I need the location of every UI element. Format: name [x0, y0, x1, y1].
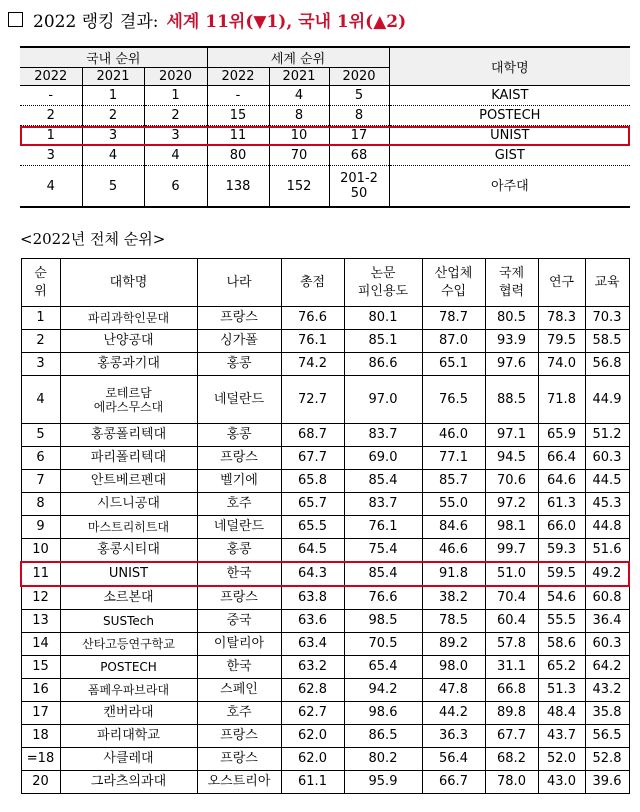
value-cell: 59.5: [538, 562, 585, 586]
heading-text: 2022 랭킹 결과:: [33, 11, 159, 32]
value-cell: 프랑스: [197, 447, 281, 470]
value-cell: 76.1: [281, 330, 344, 353]
value-cell: 88.5: [485, 376, 538, 424]
column-header: 총점: [281, 259, 344, 307]
rank-cell: 8: [329, 106, 389, 126]
value-cell: 76.1: [344, 516, 422, 539]
value-cell: 67.7: [485, 725, 538, 748]
value-cell: 78.0: [485, 771, 538, 794]
value-cell: 69.0: [344, 447, 422, 470]
value-cell: 64.6: [538, 470, 585, 493]
year-header: 2021: [269, 68, 329, 86]
university-cell: 난양공대: [60, 330, 197, 353]
value-cell: 7: [21, 470, 60, 493]
ranking-subtitle: <2022년 전체 순위>: [20, 230, 166, 248]
rank-cell: 70: [269, 146, 329, 166]
value-cell: 68.7: [281, 424, 344, 447]
value-cell: 1: [21, 307, 60, 330]
table-row: [21, 610, 629, 633]
value-cell: 91.8: [422, 562, 485, 586]
rank-cell: 68: [329, 146, 389, 166]
value-cell: 홍콩: [197, 353, 281, 376]
rank-cell: 2: [144, 106, 207, 126]
value-cell: 78.3: [538, 307, 585, 330]
value-cell: 97.6: [485, 353, 538, 376]
column-header: 교육: [585, 259, 629, 307]
rank-cell: -: [207, 86, 269, 106]
university-cell: 파리대학교: [60, 725, 197, 748]
summary-row: [20, 126, 630, 146]
value-cell: 9: [21, 516, 60, 539]
value-cell: 98.5: [344, 610, 422, 633]
value-cell: 호주: [197, 702, 281, 725]
value-cell: 70.5: [344, 633, 422, 656]
value-cell: 35.8: [585, 702, 629, 725]
value-cell: 51.0: [485, 562, 538, 586]
university-cell: 캔버라대: [60, 702, 197, 725]
value-cell: 60.8: [585, 586, 629, 610]
value-cell: 43.0: [538, 771, 585, 794]
value-cell: 65.4: [344, 656, 422, 679]
value-cell: 20: [21, 771, 60, 794]
value-cell: 44.2: [422, 702, 485, 725]
table-row: [21, 679, 629, 702]
value-cell: 89.2: [422, 633, 485, 656]
value-cell: 58.6: [538, 633, 585, 656]
rank-cell: 1: [20, 126, 82, 146]
rank-cell: 80: [207, 146, 269, 166]
value-cell: 11: [21, 562, 60, 586]
value-cell: 벨기에: [197, 470, 281, 493]
value-cell: 프랑스: [197, 748, 281, 771]
rank-cell: 8: [269, 106, 329, 126]
rank-cell: 152: [269, 166, 329, 208]
table-row: [21, 516, 629, 539]
summary-row: [20, 106, 630, 126]
value-cell: 56.8: [585, 353, 629, 376]
university-cell: SUSTech: [60, 610, 197, 633]
value-cell: 75.4: [344, 539, 422, 563]
value-cell: 17: [21, 702, 60, 725]
value-cell: 60.3: [585, 633, 629, 656]
value-cell: 한국: [197, 656, 281, 679]
summary-row: [20, 86, 630, 106]
ranking-table: [20, 258, 630, 794]
value-cell: 84.6: [422, 516, 485, 539]
table-row: [21, 633, 629, 656]
value-cell: 70.6: [485, 470, 538, 493]
university-header: 대학명: [389, 47, 630, 86]
value-cell: 78.7: [422, 307, 485, 330]
rank-cell: 10: [269, 126, 329, 146]
value-cell: 55.5: [538, 610, 585, 633]
value-cell: 싱가폴: [197, 330, 281, 353]
table-row: [21, 424, 629, 447]
rank-cell: 1: [82, 86, 144, 106]
column-header: 논문 피인용도: [344, 259, 422, 307]
table-row: [21, 307, 629, 330]
value-cell: 36.3: [422, 725, 485, 748]
value-cell: 98.6: [344, 702, 422, 725]
value-cell: 49.2: [585, 562, 629, 586]
value-cell: 15: [21, 656, 60, 679]
value-cell: 65.2: [538, 656, 585, 679]
value-cell: 80.5: [485, 307, 538, 330]
value-cell: 65.1: [422, 353, 485, 376]
value-cell: 5: [21, 424, 60, 447]
value-cell: 63.8: [281, 586, 344, 610]
table-row: [21, 447, 629, 470]
value-cell: 68.2: [485, 748, 538, 771]
table-row: [21, 470, 629, 493]
value-cell: 52.0: [538, 748, 585, 771]
university-cell: UNIST: [60, 562, 197, 586]
university-cell: KAIST: [389, 86, 630, 106]
value-cell: 36.4: [585, 610, 629, 633]
value-cell: 94.2: [344, 679, 422, 702]
value-cell: 8: [21, 493, 60, 516]
university-cell: 로테르담 에라스무스대: [60, 376, 197, 424]
rank-cell: 11: [207, 126, 269, 146]
summary-table: [20, 46, 630, 208]
value-cell: 98.0: [422, 656, 485, 679]
value-cell: 83.7: [344, 493, 422, 516]
rank-cell: 1: [144, 86, 207, 106]
value-cell: 65.7: [281, 493, 344, 516]
value-cell: 80.1: [344, 307, 422, 330]
summary-row: [20, 166, 630, 208]
university-cell: 안트베르펜대: [60, 470, 197, 493]
value-cell: 네덜란드: [197, 376, 281, 424]
value-cell: 프랑스: [197, 307, 281, 330]
value-cell: 51.3: [538, 679, 585, 702]
university-cell: 파리폴리텍대: [60, 447, 197, 470]
value-cell: 61.1: [281, 771, 344, 794]
value-cell: 51.6: [585, 539, 629, 563]
value-cell: 66.8: [485, 679, 538, 702]
value-cell: 55.0: [422, 493, 485, 516]
value-cell: 한국: [197, 562, 281, 586]
value-cell: 97.0: [344, 376, 422, 424]
value-cell: 64.2: [585, 656, 629, 679]
rank-cell: 4: [82, 146, 144, 166]
results-heading: [8, 4, 406, 34]
rank-cell: 3: [144, 126, 207, 146]
value-cell: 67.7: [281, 447, 344, 470]
value-cell: 57.8: [485, 633, 538, 656]
value-cell: 66.4: [538, 447, 585, 470]
table-row: [21, 586, 629, 610]
value-cell: 98.1: [485, 516, 538, 539]
table-row: [21, 493, 629, 516]
value-cell: 70.3: [585, 307, 629, 330]
value-cell: 39.6: [585, 771, 629, 794]
university-cell: 폼페우파브라대: [60, 679, 197, 702]
table-row: [21, 353, 629, 376]
value-cell: 66.7: [422, 771, 485, 794]
value-cell: 14: [21, 633, 60, 656]
value-cell: 62.7: [281, 702, 344, 725]
value-cell: 13: [21, 610, 60, 633]
rank-cell: 3: [20, 146, 82, 166]
value-cell: 86.6: [344, 353, 422, 376]
value-cell: 65.8: [281, 470, 344, 493]
value-cell: 74.0: [538, 353, 585, 376]
value-cell: 85.4: [344, 470, 422, 493]
value-cell: 64.3: [281, 562, 344, 586]
value-cell: 62.0: [281, 748, 344, 771]
year-header: 2020: [329, 68, 389, 86]
value-cell: 오스트리아: [197, 771, 281, 794]
value-cell: 62.8: [281, 679, 344, 702]
university-cell: 그라츠의과대: [60, 771, 197, 794]
value-cell: 3: [21, 353, 60, 376]
world-rank-header: 세계 순위: [207, 47, 389, 68]
table-row: [21, 376, 629, 424]
year-header: 2021: [82, 68, 144, 86]
value-cell: 31.1: [485, 656, 538, 679]
value-cell: 이탈리아: [197, 633, 281, 656]
value-cell: 6: [21, 447, 60, 470]
university-cell: 소르본대: [60, 586, 197, 610]
value-cell: 74.2: [281, 353, 344, 376]
rank-cell: 17: [329, 126, 389, 146]
university-cell: GIST: [389, 146, 630, 166]
rank-cell: 2: [20, 106, 82, 126]
university-cell: 파리과학인문대: [60, 307, 197, 330]
value-cell: 43.7: [538, 725, 585, 748]
rank-cell: 15: [207, 106, 269, 126]
value-cell: 85.4: [344, 562, 422, 586]
value-cell: 46.0: [422, 424, 485, 447]
value-cell: 77.1: [422, 447, 485, 470]
table-row: [21, 330, 629, 353]
rank-cell: 5: [82, 166, 144, 208]
value-cell: 65.5: [281, 516, 344, 539]
value-cell: 87.0: [422, 330, 485, 353]
value-cell: 47.8: [422, 679, 485, 702]
value-cell: 44.9: [585, 376, 629, 424]
value-cell: 86.5: [344, 725, 422, 748]
table-row: [21, 748, 629, 771]
table-row: [21, 539, 629, 563]
value-cell: 85.7: [422, 470, 485, 493]
university-cell: 사클레대: [60, 748, 197, 771]
value-cell: 44.5: [585, 470, 629, 493]
value-cell: 76.5: [422, 376, 485, 424]
university-cell: 산타고등연구학교: [60, 633, 197, 656]
university-cell: 홍콩시티대: [60, 539, 197, 563]
rank-cell: -: [20, 86, 82, 106]
value-cell: 52.8: [585, 748, 629, 771]
rank-cell: 201-2 50: [329, 166, 389, 208]
university-cell: 아주대: [389, 166, 630, 208]
value-cell: 66.0: [538, 516, 585, 539]
value-cell: 80.2: [344, 748, 422, 771]
value-cell: 4: [21, 376, 60, 424]
year-header: 2022: [207, 68, 269, 86]
table-row: [21, 725, 629, 748]
value-cell: 10: [21, 539, 60, 563]
rank-cell: 4: [144, 146, 207, 166]
value-cell: 93.9: [485, 330, 538, 353]
value-cell: 63.6: [281, 610, 344, 633]
rank-cell: 5: [329, 86, 389, 106]
value-cell: 43.2: [585, 679, 629, 702]
value-cell: 65.9: [538, 424, 585, 447]
domestic-rank-header: 국내 순위: [20, 47, 207, 68]
value-cell: 79.5: [538, 330, 585, 353]
value-cell: 46.6: [422, 539, 485, 563]
year-header: 2020: [144, 68, 207, 86]
university-cell: 홍콩폴리텍대: [60, 424, 197, 447]
value-cell: 70.4: [485, 586, 538, 610]
value-cell: 94.5: [485, 447, 538, 470]
table-row: [21, 562, 629, 586]
value-cell: 61.3: [538, 493, 585, 516]
table-row: [21, 771, 629, 794]
rank-cell: 138: [207, 166, 269, 208]
rank-cell: 2: [82, 106, 144, 126]
value-cell: 99.7: [485, 539, 538, 563]
column-header: 산업체 수입: [422, 259, 485, 307]
value-cell: 16: [21, 679, 60, 702]
value-cell: 95.9: [344, 771, 422, 794]
column-header: 국제 협력: [485, 259, 538, 307]
value-cell: 56.5: [585, 725, 629, 748]
value-cell: 85.1: [344, 330, 422, 353]
value-cell: 2: [21, 330, 60, 353]
university-cell: POSTECH: [60, 656, 197, 679]
value-cell: 홍콩: [197, 424, 281, 447]
value-cell: 78.5: [422, 610, 485, 633]
value-cell: 홍콩: [197, 539, 281, 563]
value-cell: 38.2: [422, 586, 485, 610]
value-cell: 중국: [197, 610, 281, 633]
value-cell: 45.3: [585, 493, 629, 516]
year-header: 2022: [20, 68, 82, 86]
value-cell: 62.0: [281, 725, 344, 748]
value-cell: 스페인: [197, 679, 281, 702]
table-row: [21, 702, 629, 725]
table-row: [21, 656, 629, 679]
value-cell: 64.5: [281, 539, 344, 563]
rank-cell: 4: [20, 166, 82, 208]
value-cell: 58.5: [585, 330, 629, 353]
value-cell: 호주: [197, 493, 281, 516]
column-header: 나라: [197, 259, 281, 307]
value-cell: =18: [21, 748, 60, 771]
value-cell: 76.6: [344, 586, 422, 610]
value-cell: 76.6: [281, 307, 344, 330]
summary-row: [20, 146, 630, 166]
heading-highlight: 세계 11위(▼1), 국내 1위(▲2): [166, 11, 407, 32]
value-cell: 83.7: [344, 424, 422, 447]
university-cell: POSTECH: [389, 106, 630, 126]
university-cell: 시드니공대: [60, 493, 197, 516]
rank-cell: 6: [144, 166, 207, 208]
value-cell: 72.7: [281, 376, 344, 424]
value-cell: 54.6: [538, 586, 585, 610]
value-cell: 59.3: [538, 539, 585, 563]
university-cell: 마스트리히트대: [60, 516, 197, 539]
value-cell: 63.2: [281, 656, 344, 679]
value-cell: 97.2: [485, 493, 538, 516]
value-cell: 89.8: [485, 702, 538, 725]
rank-cell: 3: [82, 126, 144, 146]
value-cell: 18: [21, 725, 60, 748]
value-cell: 48.4: [538, 702, 585, 725]
value-cell: 네덜란드: [197, 516, 281, 539]
rank-cell: 4: [269, 86, 329, 106]
university-cell: 홍콩과기대: [60, 353, 197, 376]
value-cell: 63.4: [281, 633, 344, 656]
value-cell: 56.4: [422, 748, 485, 771]
value-cell: 프랑스: [197, 725, 281, 748]
value-cell: 프랑스: [197, 586, 281, 610]
value-cell: 12: [21, 586, 60, 610]
value-cell: 60.3: [585, 447, 629, 470]
column-header: 대학명: [60, 259, 197, 307]
university-cell: UNIST: [389, 126, 630, 146]
column-header: 연구: [538, 259, 585, 307]
value-cell: 51.2: [585, 424, 629, 447]
checkbox-icon: [8, 12, 23, 27]
value-cell: 60.4: [485, 610, 538, 633]
column-header: 순 위: [21, 259, 60, 307]
value-cell: 71.8: [538, 376, 585, 424]
value-cell: 97.1: [485, 424, 538, 447]
value-cell: 44.8: [585, 516, 629, 539]
